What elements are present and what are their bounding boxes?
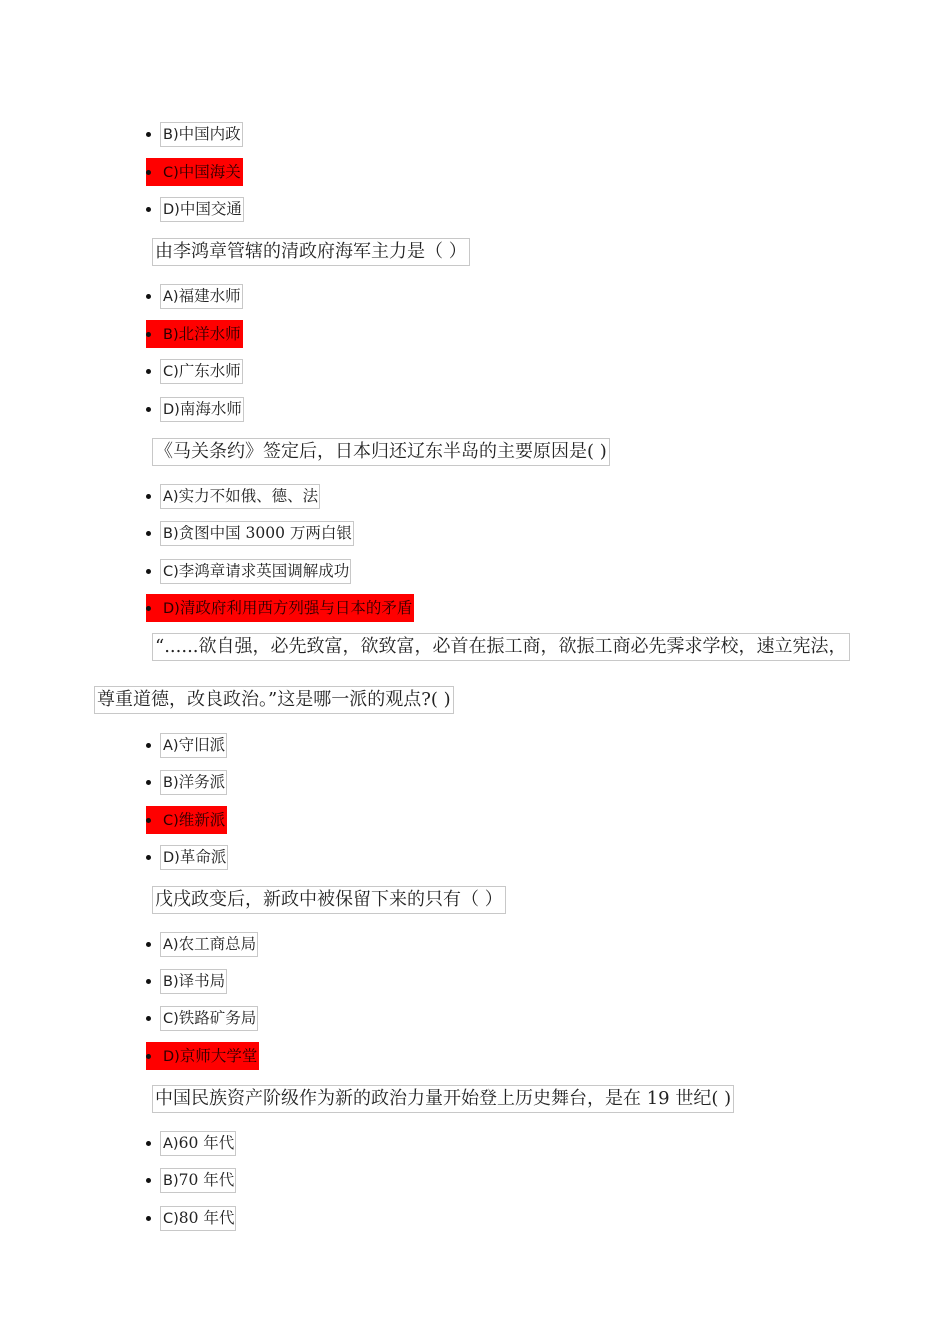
question-text: 中国民族资产阶级作为新的政治力量开始登上历史舞台，是在 19 世纪( ) [152,1085,734,1113]
option-label: 铁路矿务局 [178,1008,257,1027]
bullet-icon [146,1054,151,1059]
option-letter: B) [163,525,179,542]
option-label: 80 年代 [178,1208,235,1227]
option-label: 60 年代 [178,1133,235,1152]
option-text [160,397,244,422]
option-label: 李鸿章请求英国调解成功 [178,561,350,580]
option-a[interactable] [146,930,258,958]
option-label: 中国交通 [179,199,242,218]
option-letter: B) [163,1172,179,1189]
option-a[interactable] [146,482,320,510]
option-text [160,197,244,222]
option-c[interactable] [146,1204,236,1232]
question-text: 戊戌政变后，新政中被保留下来的只有（ ） [152,886,506,914]
bullet-icon [146,855,151,860]
option-label: 广东水师 [178,361,241,380]
question-text-continued: 尊重道德，改良政治。”这是哪一派的观点?( ) [94,686,454,714]
option-text [160,359,243,384]
option-text [160,969,227,994]
option-label: 守旧派 [178,735,226,754]
option-letter: A) [163,288,179,305]
option-letter: A) [163,936,179,953]
bullet-icon [146,407,151,412]
bullet-icon [146,207,151,212]
bullet-icon [146,1016,151,1021]
option-d-answer[interactable] [146,1042,259,1070]
option-a[interactable] [146,282,243,310]
bullet-icon [146,132,151,137]
bullet-icon [146,369,151,374]
option-d-answer[interactable] [146,594,414,622]
option-letter: B) [163,126,179,143]
option-c[interactable] [146,357,243,385]
option-label: 实力不如俄、德、法 [178,486,319,505]
option-text [160,122,243,147]
option-label: 译书局 [178,971,226,990]
option-c[interactable] [146,1004,258,1032]
option-b[interactable] [146,120,243,148]
option-letter: B) [163,973,179,990]
option-text [160,1006,258,1031]
option-text [160,808,227,833]
bullet-icon [146,1141,151,1146]
option-text [160,770,227,795]
option-b-answer[interactable] [146,320,243,348]
option-label: 农工商总局 [178,934,257,953]
option-label: 洋务派 [178,772,226,791]
bullet-icon [146,332,151,337]
bullet-icon [146,780,151,785]
option-text [160,845,228,870]
bullet-icon [146,531,151,536]
option-b[interactable] [146,967,227,995]
option-text [160,484,320,509]
bullet-icon [146,942,151,947]
bullet-icon [146,1216,151,1221]
option-text [160,322,243,347]
option-text [160,284,243,309]
option-letter: C) [163,164,179,181]
option-text [160,1168,236,1193]
option-label: 革命派 [179,847,227,866]
option-letter: B) [163,774,179,791]
bullet-icon [146,1178,151,1183]
option-label: 北洋水师 [178,324,241,343]
option-letter: C) [163,563,179,580]
option-letter: A) [163,737,179,754]
option-text [160,932,258,957]
bullet-icon [146,743,151,748]
bullet-icon [146,569,151,574]
bullet-icon [146,818,151,823]
option-c[interactable] [146,557,351,585]
option-c-answer[interactable] [146,806,227,834]
option-label: 中国海关 [178,162,241,181]
bullet-icon [146,979,151,984]
option-text [160,160,243,185]
option-text [160,521,354,546]
bullet-icon [146,494,151,499]
option-label: 70 年代 [178,1170,235,1189]
option-letter: D) [163,201,180,218]
option-letter: D) [163,600,180,617]
option-text [160,1131,236,1156]
option-text [160,1044,259,1069]
option-text [160,733,227,758]
option-label: 清政府利用西方列强与日本的矛盾 [179,598,413,617]
option-label: 维新派 [178,810,226,829]
option-b[interactable] [146,1166,236,1194]
option-b[interactable] [146,519,354,547]
option-label: 中国内政 [178,124,241,143]
bullet-icon [146,606,151,611]
option-b[interactable] [146,768,227,796]
option-letter: A) [163,1135,179,1152]
option-letter: D) [163,849,180,866]
option-c-answer[interactable] [146,158,243,186]
option-a[interactable] [146,1129,236,1157]
option-letter: C) [163,1010,179,1027]
option-letter: B) [163,326,179,343]
question-text: 《马关条约》签定后，日本归还辽东半岛的主要原因是( ) [152,438,610,466]
option-d[interactable] [146,195,244,223]
option-text [160,596,414,621]
option-d[interactable] [146,843,228,871]
bullet-icon [146,294,151,299]
option-letter: C) [163,363,179,380]
option-text [160,1206,236,1231]
option-label: 南海水师 [179,399,242,418]
option-d[interactable] [146,395,244,423]
question-text: “......欲自强，必先致富，欲致富，必首在振工商，欲振工商必先霁求学校，速立宪法， [152,633,850,661]
option-letter: D) [163,1048,180,1065]
option-label: 福建水师 [178,286,241,305]
option-label: 贪图中国 3000 万两白银 [178,523,352,542]
option-label: 京师大学堂 [179,1046,258,1065]
bullet-icon [146,170,151,175]
option-letter: A) [163,488,179,505]
question-text: 由李鸿章管辖的清政府海军主力是（ ） [152,238,470,266]
option-text [160,559,351,584]
option-letter: C) [163,812,179,829]
option-a[interactable] [146,731,227,759]
option-letter: D) [163,401,180,418]
option-letter: C) [163,1210,179,1227]
